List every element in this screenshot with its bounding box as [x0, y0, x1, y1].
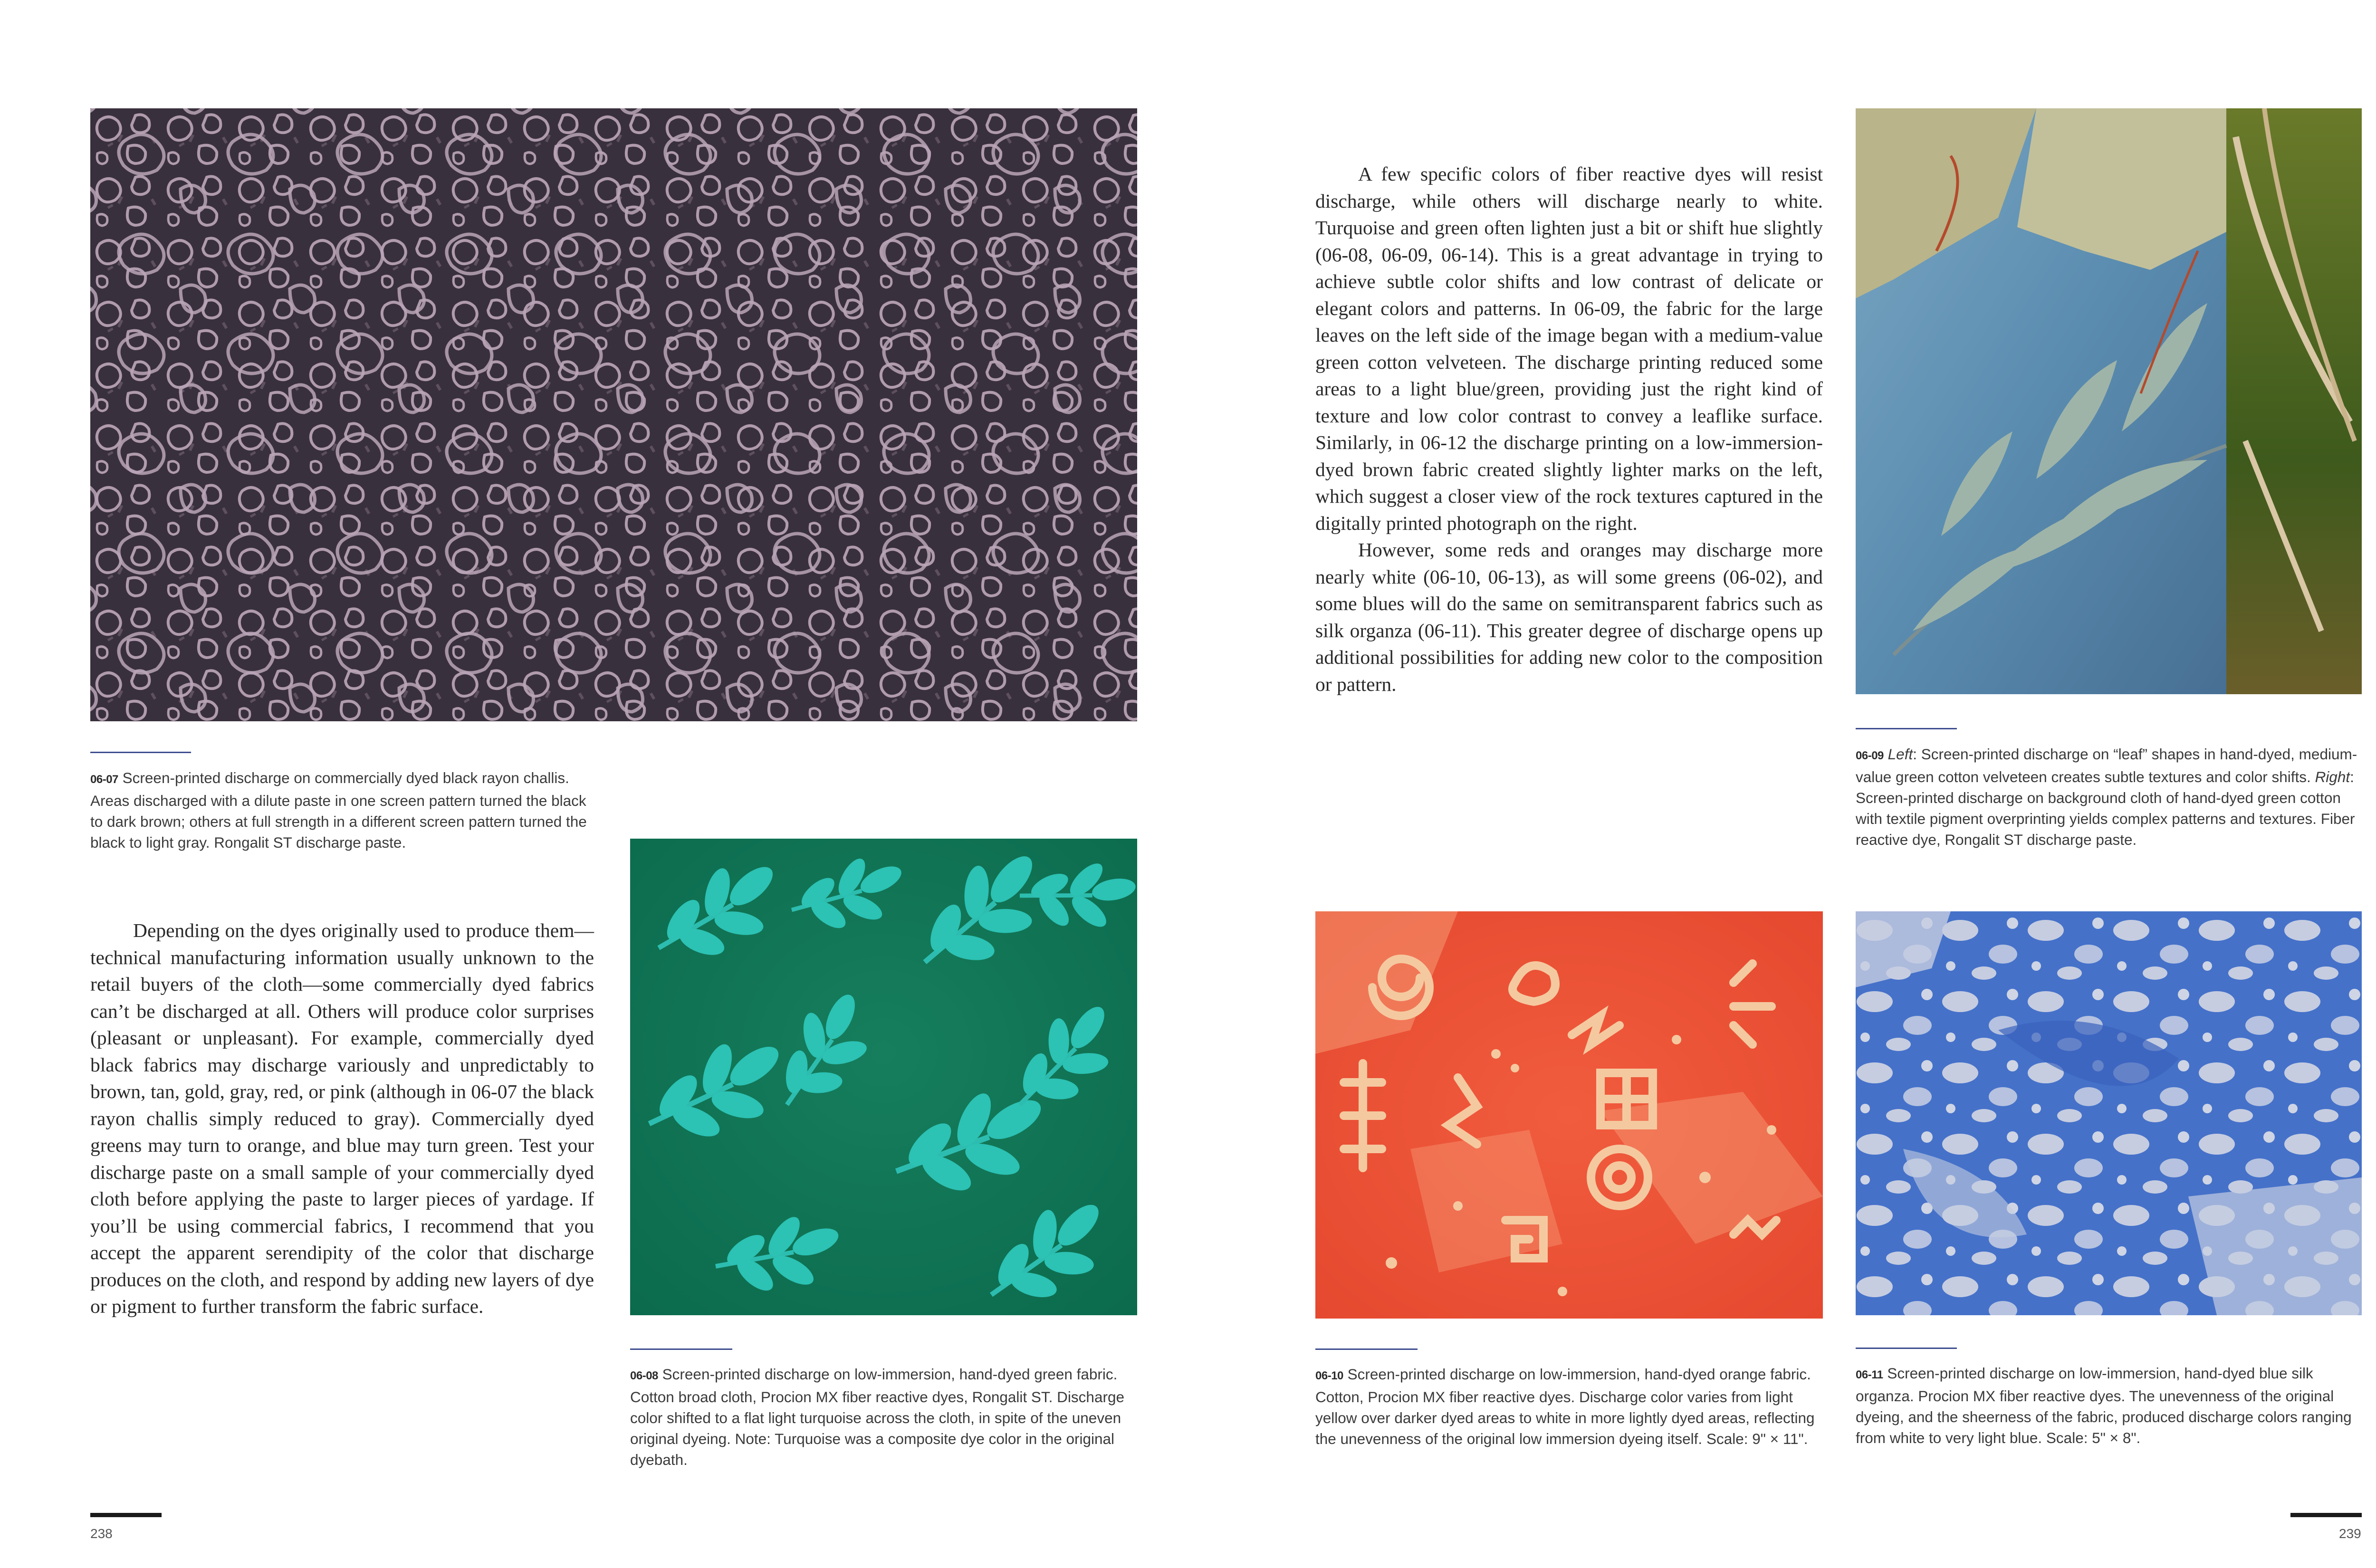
- figure-06-08-image: [630, 839, 1137, 1315]
- left-footer-rule: [90, 1513, 162, 1517]
- figure-caption-06-10: [1315, 1364, 1823, 1449]
- figure-06-11-image: [1856, 911, 2362, 1315]
- caption-text: : Screen-printed discharge on background cloth of hand-dyed green cotton with textile pigment overprinting yields complex patterns and textures. Fiber reactive dye, Rongalit ST discharge paste.: [1856, 768, 2355, 848]
- caption-rule-06-07: [90, 752, 191, 753]
- caption-text: Screen-printed discharge on low-immersion, hand-dyed green fabric. Cotton broad cloth, Procion MX fiber reactive dyes, Rongalit ST. Discharge color shifted to a flat light turquoise across the cloth, in spite of the uneven original dyeing. Note: Turquoise was a composite dye color in the original dyebath.: [630, 1366, 1124, 1468]
- figure-number: 06-07: [90, 773, 118, 786]
- figure-06-10-image: [1315, 911, 1823, 1319]
- caption-rule-06-10: [1315, 1348, 1418, 1350]
- right-footer-rule: [2290, 1513, 2362, 1517]
- left-body-text: [90, 917, 594, 1320]
- body-paragraph: However, some reds and oranges may discharge more nearly white (06-10, 06-13), as will some greens (06-02), and some blues will do the same on semitransparent fabrics such as silk organza (06-11). This greater degree of discharge opens up additional possibilities for adding new color to the composition or pattern.: [1315, 539, 1823, 695]
- right-body-text: [1315, 161, 1823, 698]
- caption-text: Screen-printed discharge on commercially dyed black rayon challis. Areas discharged with a dilute paste in one screen pattern turned the black to dark brown; others at full strength in a different screen pattern turned the black to light gray. Rongalit ST discharge paste.: [90, 769, 587, 851]
- caption-right-label: Right: [2315, 768, 2350, 785]
- figure-caption-06-07: [90, 767, 594, 853]
- caption-rule-06-08: [630, 1348, 732, 1350]
- caption-left-label: Left: [1887, 746, 1913, 763]
- figure-caption-06-09: [1856, 744, 2362, 850]
- figure-06-09-image: [1856, 108, 2362, 694]
- caption-text: Screen-printed discharge on low-immersion, hand-dyed blue silk organza. Procion MX fiber reactive dyes. The unevenness of the original dyeing, and the sheerness of the fabric, produced discharge colors ranging from white to very light blue. Scale: 5" × 8".: [1856, 1365, 2352, 1446]
- figure-number: 06-09: [1856, 749, 1884, 762]
- caption-text: : Screen-printed discharge on “leaf” shapes in hand-dyed, medium-value green cotton velveteen creates subtle textures and color shifts.: [1856, 746, 2357, 785]
- figure-number: 06-10: [1315, 1369, 1343, 1382]
- figure-06-07-image: [90, 108, 1137, 721]
- figure-number: 06-11: [1856, 1368, 1883, 1381]
- body-paragraph: Depending on the dyes originally used to produce them—technical manufacturing information usually unknown to the retail buyers of the cloth—some commercially dyed fabrics can’t be discharged at all. Others will produce color surprises (pleasant or unpleasant). For example, commercially dyed black fabrics may discharge variously and unpredictably to brown, tan, gold, gray, red, or pink (although in 06-07 the black rayon challis simply reduced to gray). Commercially dyed greens may turn to orange, and blue may turn green. Test your discharge paste on a small sample of your commercially dyed cloth before applying the paste to larger pieces of yardage. If you’ll be using commercial fabrics, I recommend that you accept the apparent serendipity of the color that discharge produces on the cloth, and respond by adding new layers of dye or pigment to further transform the fabric surface.: [90, 919, 594, 1317]
- page-number-left: 238: [90, 1526, 113, 1541]
- caption-rule-06-11: [1856, 1348, 1957, 1349]
- caption-text: Screen-printed discharge on low-immersion, hand-dyed orange fabric. Cotton, Procion MX fiber reactive dyes. Discharge color varies from light yellow over darker dyed areas to white in more lightly dyed areas, reflecting the unevenness of the original low immersion dyeing itself. Scale: 9" × 11".: [1315, 1366, 1815, 1447]
- caption-rule-06-09: [1856, 728, 1957, 729]
- figure-number: 06-08: [630, 1369, 658, 1382]
- page-number-right: 239: [2339, 1526, 2361, 1541]
- figure-caption-06-08: [630, 1364, 1137, 1470]
- figure-caption-06-11: [1856, 1363, 2362, 1448]
- body-paragraph: A few specific colors of fiber reactive dyes will resist discharge, while others will discharge nearly to white. Turquoise and green often lighten just a bit or shift hue slightly (06-08, 06-09, 06-14). This is a great advantage in trying to achieve subtle color shifts and low contrast of delicate or elegant colors and patterns. In 06-09, the fabric for the large leaves on the left side of the image began with a medium-value green cotton velveteen. The discharge printing reduced some areas to a light blue/green, providing just the right kind of texture and low color contrast to convey a leaflike surface. Similarly, in 06-12 the discharge printing on a low-immersion-dyed brown fabric created slightly lighter marks on the left, which suggest a closer view of the rock textures captured in the digitally printed photograph on the right.: [1315, 163, 1823, 534]
